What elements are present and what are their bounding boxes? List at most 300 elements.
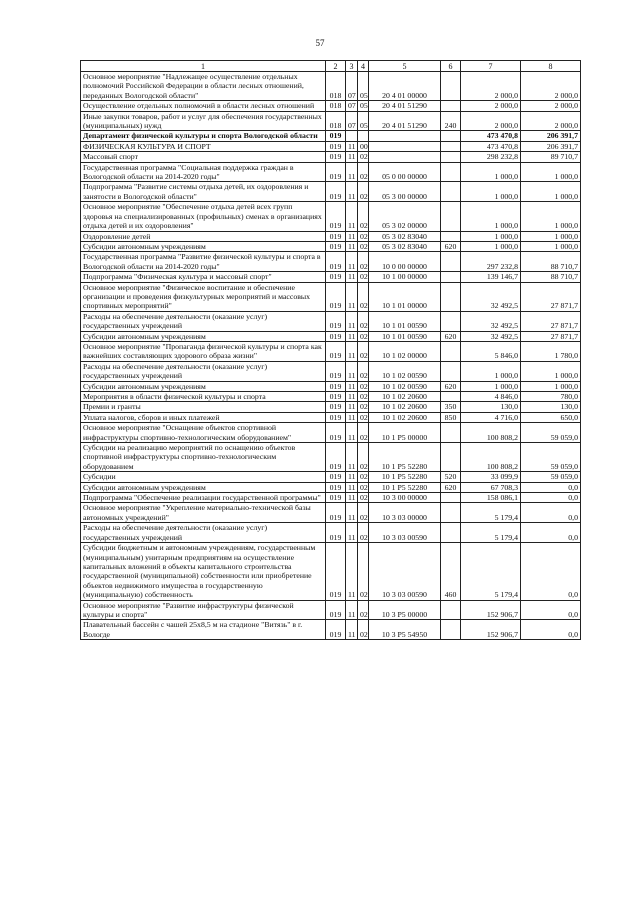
row-ministry-code: 019 <box>326 282 346 311</box>
row-ministry-code: 019 <box>326 443 346 472</box>
row-amount-year2: 2 000,0 <box>521 111 581 131</box>
table-row <box>81 392 581 402</box>
row-section-code: 11 <box>346 272 358 282</box>
row-section-code: 11 <box>346 331 358 341</box>
row-amount-year1: 4 846,0 <box>461 392 521 402</box>
row-section-code: 11 <box>346 381 358 391</box>
row-amount-year2: 88 710,7 <box>521 272 581 282</box>
row-target-article: 10 1 02 00590 <box>369 361 441 381</box>
row-section-code: 11 <box>346 241 358 251</box>
row-ministry-code: 019 <box>326 503 346 523</box>
row-expense-type <box>441 361 461 381</box>
row-section-code: 11 <box>346 543 358 600</box>
row-subsection-code: 02 <box>358 392 369 402</box>
row-subsection-code: 00 <box>358 141 369 151</box>
row-subsection-code: 02 <box>358 341 369 361</box>
row-amount-year1: 5 179,4 <box>461 523 521 543</box>
row-ministry-code: 019 <box>326 402 346 412</box>
row-section-code: 07 <box>346 101 358 111</box>
row-name: Субсидии автономным учреждениям <box>81 482 326 492</box>
row-target-article: 05 3 02 83040 <box>369 231 441 241</box>
row-expense-type: 460 <box>441 543 461 600</box>
row-name: Осуществление отдельных полномочий в области лесных отношений <box>81 101 326 111</box>
row-expense-type <box>441 503 461 523</box>
row-section-code: 11 <box>346 311 358 331</box>
row-expense-type <box>441 152 461 162</box>
row-expense-type <box>441 493 461 503</box>
row-section-code: 11 <box>346 472 358 482</box>
row-section-code: 11 <box>346 423 358 443</box>
row-ministry-code: 019 <box>326 152 346 162</box>
row-name: Мероприятия в области физической культуры и спорта <box>81 392 326 402</box>
row-name: Массовый спорт <box>81 152 326 162</box>
row-amount-year2: 1 000,0 <box>521 202 581 231</box>
row-ministry-code: 019 <box>326 252 346 272</box>
row-amount-year2: 0,0 <box>521 543 581 600</box>
row-amount-year1: 67 708,3 <box>461 482 521 492</box>
row-name: Премии и гранты <box>81 402 326 412</box>
table-row <box>81 282 581 311</box>
row-subsection-code: 02 <box>358 482 369 492</box>
row-amount-year2: 27 871,7 <box>521 331 581 341</box>
row-target-article: 10 1 02 00000 <box>369 341 441 361</box>
row-amount-year2: 59 059,0 <box>521 423 581 443</box>
row-amount-year1: 100 808,2 <box>461 423 521 443</box>
table-row <box>81 412 581 422</box>
row-target-article: 20 4 01 51290 <box>369 101 441 111</box>
row-name: Субсидии бюджетным и автономным учреждениям, государственным (муниципальным) унитарным предприятиям на осуществление капитальных вложений в объекты капитального строительства государственной (муниципальной) собственности или приобретение объектов недвижимого имущества в государственную (муниципальную) собственность <box>81 543 326 600</box>
row-name: Иные закупки товаров, работ и услуг для обеспечения государственных (муниципальных) нужд <box>81 111 326 131</box>
row-name: ФИЗИЧЕСКАЯ КУЛЬТУРА И СПОРТ <box>81 141 326 151</box>
budget-table <box>80 60 581 640</box>
row-subsection-code: 02 <box>358 361 369 381</box>
row-expense-type <box>441 272 461 282</box>
table-row <box>81 443 581 472</box>
row-expense-type <box>441 341 461 361</box>
row-amount-year1: 4 716,0 <box>461 412 521 422</box>
row-ministry-code: 019 <box>326 272 346 282</box>
row-ministry-code: 019 <box>326 361 346 381</box>
row-target-article: 10 1 P5 52280 <box>369 472 441 482</box>
row-target-article <box>369 152 441 162</box>
row-expense-type: 620 <box>441 331 461 341</box>
row-section-code: 11 <box>346 600 358 620</box>
row-target-article: 05 3 02 00000 <box>369 202 441 231</box>
table-row <box>81 252 581 272</box>
row-name: Департамент физической культуры и спорта Вологодской области <box>81 131 326 141</box>
row-expense-type <box>441 231 461 241</box>
row-amount-year2: 650,0 <box>521 412 581 422</box>
row-target-article: 20 4 01 00000 <box>369 72 441 101</box>
row-name: Оздоровление детей <box>81 231 326 241</box>
row-ministry-code: 019 <box>326 493 346 503</box>
row-amount-year2: 0,0 <box>521 600 581 620</box>
row-ministry-code: 018 <box>326 101 346 111</box>
row-amount-year1: 1 000,0 <box>461 241 521 251</box>
row-amount-year1: 1 000,0 <box>461 231 521 241</box>
row-amount-year1: 2 000,0 <box>461 111 521 131</box>
row-ministry-code: 019 <box>326 600 346 620</box>
row-subsection-code: 02 <box>358 252 369 272</box>
table-row <box>81 131 581 141</box>
row-expense-type <box>441 141 461 151</box>
row-ministry-code: 019 <box>326 162 346 182</box>
row-expense-type <box>441 101 461 111</box>
table-row <box>81 381 581 391</box>
row-target-article: 10 1 02 20600 <box>369 392 441 402</box>
row-name: Подпрограмма "Физическая культура и массовый спорт" <box>81 272 326 282</box>
row-target-article: 10 1 P5 52280 <box>369 482 441 492</box>
row-ministry-code: 019 <box>326 423 346 443</box>
row-expense-type <box>441 311 461 331</box>
table-row <box>81 341 581 361</box>
row-name: Субсидии автономным учреждениям <box>81 381 326 391</box>
row-ministry-code: 019 <box>326 381 346 391</box>
row-amount-year2: 1 000,0 <box>521 381 581 391</box>
row-amount-year1: 2 000,0 <box>461 72 521 101</box>
column-header: 5 <box>369 61 441 72</box>
table-header-row <box>81 61 581 72</box>
row-subsection-code: 02 <box>358 402 369 412</box>
row-amount-year2: 0,0 <box>521 503 581 523</box>
row-section-code: 11 <box>346 341 358 361</box>
row-name: Основное мероприятие "Развитие инфраструктуры физической культуры и спорта" <box>81 600 326 620</box>
row-subsection-code: 02 <box>358 600 369 620</box>
row-ministry-code: 019 <box>326 141 346 151</box>
row-ministry-code: 019 <box>326 231 346 241</box>
row-ministry-code: 019 <box>326 472 346 482</box>
column-header: 4 <box>358 61 369 72</box>
row-subsection-code: 02 <box>358 423 369 443</box>
row-section-code: 11 <box>346 412 358 422</box>
row-amount-year2: 0,0 <box>521 493 581 503</box>
row-amount-year1: 32 492,5 <box>461 282 521 311</box>
row-target-article: 10 3 03 00000 <box>369 503 441 523</box>
row-ministry-code: 019 <box>326 331 346 341</box>
row-amount-year2: 206 391,7 <box>521 141 581 151</box>
row-amount-year1: 130,0 <box>461 402 521 412</box>
row-name: Государственная программа "Социальная поддержка граждан в Вологодской области на 2014-2020 годы" <box>81 162 326 182</box>
row-expense-type: 620 <box>441 241 461 251</box>
row-subsection-code: 05 <box>358 72 369 101</box>
row-expense-type <box>441 182 461 202</box>
column-header: 1 <box>81 61 326 72</box>
row-target-article: 10 1 P5 00000 <box>369 423 441 443</box>
table-row <box>81 620 581 640</box>
row-amount-year2: 0,0 <box>521 620 581 640</box>
row-amount-year1: 33 099,9 <box>461 472 521 482</box>
row-target-article: 05 3 02 83040 <box>369 241 441 251</box>
table-row <box>81 402 581 412</box>
row-section-code: 11 <box>346 443 358 472</box>
row-section-code: 11 <box>346 402 358 412</box>
row-section-code: 11 <box>346 202 358 231</box>
column-header: 8 <box>521 61 581 72</box>
row-target-article: 10 0 00 00000 <box>369 252 441 272</box>
row-subsection-code: 02 <box>358 311 369 331</box>
row-target-article: 10 3 P5 54950 <box>369 620 441 640</box>
table-row <box>81 493 581 503</box>
row-section-code: 11 <box>346 482 358 492</box>
row-ministry-code: 019 <box>326 543 346 600</box>
row-expense-type <box>441 523 461 543</box>
row-name: Основное мероприятие "Оснащение объектов спортивной инфраструктуры спортивно-технологическим оборудованием" <box>81 423 326 443</box>
row-amount-year1: 1 000,0 <box>461 381 521 391</box>
row-ministry-code: 019 <box>326 523 346 543</box>
table-body <box>81 72 581 640</box>
table-row <box>81 523 581 543</box>
row-target-article: 10 3 03 00590 <box>369 523 441 543</box>
table-row <box>81 331 581 341</box>
row-ministry-code: 019 <box>326 311 346 331</box>
row-section-code: 11 <box>346 162 358 182</box>
row-amount-year1: 473 470,8 <box>461 141 521 151</box>
row-name: Субсидии <box>81 472 326 482</box>
table-row <box>81 423 581 443</box>
column-header: 7 <box>461 61 521 72</box>
row-section-code: 11 <box>346 252 358 272</box>
row-target-article: 10 3 03 00590 <box>369 543 441 600</box>
row-section-code: 07 <box>346 72 358 101</box>
row-amount-year2: 88 710,7 <box>521 252 581 272</box>
row-ministry-code: 019 <box>326 241 346 251</box>
row-amount-year1: 5 846,0 <box>461 341 521 361</box>
row-name: Подпрограмма "Развитие системы отдыха детей, их оздоровления и занятости в Вологодской области" <box>81 182 326 202</box>
row-amount-year1: 5 179,4 <box>461 503 521 523</box>
row-amount-year1: 473 470,8 <box>461 131 521 141</box>
row-amount-year2: 59 059,0 <box>521 472 581 482</box>
row-ministry-code: 019 <box>326 131 346 141</box>
row-name: Субсидии на реализацию мероприятий по оснащению объектов спортивной инфраструктуры спортивно-технологическим оборудованием <box>81 443 326 472</box>
row-amount-year2: 0,0 <box>521 523 581 543</box>
table-row <box>81 141 581 151</box>
row-expense-type <box>441 131 461 141</box>
row-amount-year1: 1 000,0 <box>461 182 521 202</box>
row-expense-type <box>441 392 461 402</box>
row-name: Основное мероприятие "Физическое воспитание и обеспечение организации и проведения физкультурных мероприятий и массовых спортивных мероприятий" <box>81 282 326 311</box>
row-amount-year1: 100 808,2 <box>461 443 521 472</box>
table-row <box>81 503 581 523</box>
page-number: 57 <box>315 38 325 48</box>
row-amount-year2: 2 000,0 <box>521 72 581 101</box>
row-subsection-code: 02 <box>358 412 369 422</box>
row-amount-year1: 1 000,0 <box>461 162 521 182</box>
table-row <box>81 311 581 331</box>
row-amount-year2: 89 710,7 <box>521 152 581 162</box>
row-expense-type <box>441 620 461 640</box>
row-subsection-code: 02 <box>358 493 369 503</box>
row-subsection-code <box>358 131 369 141</box>
row-amount-year2: 1 000,0 <box>521 231 581 241</box>
row-amount-year2: 130,0 <box>521 402 581 412</box>
row-subsection-code: 02 <box>358 162 369 182</box>
row-amount-year2: 59 059,0 <box>521 443 581 472</box>
table-row <box>81 202 581 231</box>
table-row <box>81 162 581 182</box>
column-header: 3 <box>346 61 358 72</box>
row-name: Подпрограмма "Обеспечение реализации государственной программы" <box>81 493 326 503</box>
row-amount-year2: 0,0 <box>521 482 581 492</box>
row-amount-year2: 27 871,7 <box>521 282 581 311</box>
row-subsection-code: 02 <box>358 620 369 640</box>
row-name: Расходы на обеспечение деятельности (оказание услуг) государственных учреждений <box>81 311 326 331</box>
row-ministry-code: 019 <box>326 182 346 202</box>
table-row <box>81 543 581 600</box>
row-name: Расходы на обеспечение деятельности (оказание услуг) государственных учреждений <box>81 523 326 543</box>
row-amount-year2: 1 000,0 <box>521 241 581 251</box>
row-section-code: 11 <box>346 152 358 162</box>
row-section-code: 11 <box>346 523 358 543</box>
table-row <box>81 182 581 202</box>
row-section-code: 11 <box>346 182 358 202</box>
row-expense-type <box>441 72 461 101</box>
row-section-code: 11 <box>346 282 358 311</box>
row-subsection-code: 02 <box>358 282 369 311</box>
row-subsection-code: 02 <box>358 503 369 523</box>
row-section-code: 07 <box>346 111 358 131</box>
row-amount-year1: 158 086,1 <box>461 493 521 503</box>
table-row <box>81 361 581 381</box>
table-row <box>81 101 581 111</box>
row-amount-year1: 1 000,0 <box>461 361 521 381</box>
row-section-code: 11 <box>346 493 358 503</box>
row-subsection-code: 02 <box>358 231 369 241</box>
row-target-article: 10 1 01 00000 <box>369 282 441 311</box>
row-section-code: 11 <box>346 620 358 640</box>
row-ministry-code: 018 <box>326 111 346 131</box>
row-target-article: 10 3 00 00000 <box>369 493 441 503</box>
column-header: 6 <box>441 61 461 72</box>
row-expense-type <box>441 202 461 231</box>
row-target-article: 10 1 02 00590 <box>369 381 441 391</box>
row-section-code: 11 <box>346 392 358 402</box>
table-row <box>81 472 581 482</box>
row-amount-year2: 1 000,0 <box>521 162 581 182</box>
row-target-article: 10 1 02 20600 <box>369 402 441 412</box>
row-subsection-code: 02 <box>358 543 369 600</box>
row-name: Плавательный бассейн с чашей 25х8,5 м на стадионе "Витязь" в г. Вологде <box>81 620 326 640</box>
row-expense-type <box>441 600 461 620</box>
row-amount-year2: 2 000,0 <box>521 101 581 111</box>
table-row <box>81 482 581 492</box>
row-target-article: 10 3 P5 00000 <box>369 600 441 620</box>
row-expense-type: 350 <box>441 402 461 412</box>
row-subsection-code: 05 <box>358 111 369 131</box>
row-amount-year1: 152 906,7 <box>461 600 521 620</box>
row-target-article <box>369 141 441 151</box>
row-amount-year2: 1 000,0 <box>521 182 581 202</box>
row-target-article: 10 1 02 20600 <box>369 412 441 422</box>
table-row <box>81 241 581 251</box>
row-target-article: 05 0 00 00000 <box>369 162 441 182</box>
column-header: 2 <box>326 61 346 72</box>
row-expense-type <box>441 162 461 182</box>
row-name: Основное мероприятие "Пропаганда физической культуры и спорта как важнейших составляющих здорового образа жизни" <box>81 341 326 361</box>
row-amount-year1: 32 492,5 <box>461 331 521 341</box>
row-subsection-code: 02 <box>358 381 369 391</box>
row-expense-type: 620 <box>441 381 461 391</box>
row-amount-year2: 27 871,7 <box>521 311 581 331</box>
row-subsection-code: 02 <box>358 443 369 472</box>
row-amount-year2: 206 391,7 <box>521 131 581 141</box>
row-name: Основное мероприятие "Надлежащее осуществление отдельных полномочий Российской Федерации в области лесных отношений, переданных Вологодской области" <box>81 72 326 101</box>
table-row <box>81 111 581 131</box>
row-expense-type: 520 <box>441 472 461 482</box>
row-name: Уплата налогов, сборов и иных платежей <box>81 412 326 422</box>
row-amount-year1: 152 906,7 <box>461 620 521 640</box>
row-expense-type: 240 <box>441 111 461 131</box>
row-section-code: 11 <box>346 503 358 523</box>
row-subsection-code: 02 <box>358 241 369 251</box>
table-row <box>81 152 581 162</box>
row-subsection-code: 02 <box>358 202 369 231</box>
row-expense-type <box>441 443 461 472</box>
row-amount-year1: 5 179,4 <box>461 543 521 600</box>
row-section-code: 11 <box>346 231 358 241</box>
row-amount-year1: 32 492,5 <box>461 311 521 331</box>
row-amount-year2: 1 000,0 <box>521 361 581 381</box>
row-amount-year2: 780,0 <box>521 392 581 402</box>
table-row <box>81 231 581 241</box>
table-row <box>81 72 581 101</box>
row-ministry-code: 019 <box>326 482 346 492</box>
row-ministry-code: 019 <box>326 202 346 231</box>
row-expense-type <box>441 423 461 443</box>
table-row <box>81 272 581 282</box>
row-name: Основное мероприятие "Обеспечение отдыха детей всех групп здоровья на специализированных (профильных) сменах в организациях отдыха детей и их оздоровления" <box>81 202 326 231</box>
row-name: Основное мероприятие "Укрепление материально-технической базы автономных учреждений" <box>81 503 326 523</box>
row-ministry-code: 019 <box>326 620 346 640</box>
row-amount-year1: 297 232,8 <box>461 252 521 272</box>
row-expense-type <box>441 282 461 311</box>
row-target-article: 10 1 P5 52280 <box>369 443 441 472</box>
row-name: Субсидии автономным учреждениям <box>81 241 326 251</box>
row-target-article: 20 4 01 51290 <box>369 111 441 131</box>
row-amount-year2: 1 780,0 <box>521 341 581 361</box>
row-name: Государственная программа "Развитие физической культуры и спорта в Вологодской области на 2014-2020 годы" <box>81 252 326 272</box>
row-name: Субсидии автономным учреждениям <box>81 331 326 341</box>
row-amount-year1: 2 000,0 <box>461 101 521 111</box>
row-expense-type <box>441 252 461 272</box>
row-target-article <box>369 131 441 141</box>
row-subsection-code: 02 <box>358 331 369 341</box>
row-subsection-code: 05 <box>358 101 369 111</box>
row-amount-year1: 298 232,8 <box>461 152 521 162</box>
row-target-article: 10 1 01 00590 <box>369 331 441 341</box>
row-target-article: 10 1 01 00590 <box>369 311 441 331</box>
row-amount-year1: 139 146,7 <box>461 272 521 282</box>
row-section-code: 11 <box>346 141 358 151</box>
row-subsection-code: 02 <box>358 272 369 282</box>
row-subsection-code: 02 <box>358 182 369 202</box>
row-ministry-code: 019 <box>326 412 346 422</box>
row-section-code <box>346 131 358 141</box>
row-amount-year1: 1 000,0 <box>461 202 521 231</box>
row-target-article: 05 3 00 00000 <box>369 182 441 202</box>
row-ministry-code: 018 <box>326 72 346 101</box>
row-subsection-code: 02 <box>358 523 369 543</box>
row-subsection-code: 02 <box>358 152 369 162</box>
row-name: Расходы на обеспечение деятельности (оказание услуг) государственных учреждений <box>81 361 326 381</box>
row-expense-type: 620 <box>441 482 461 492</box>
table-row <box>81 600 581 620</box>
row-ministry-code: 019 <box>326 392 346 402</box>
row-subsection-code: 02 <box>358 472 369 482</box>
row-target-article: 10 1 00 00000 <box>369 272 441 282</box>
row-section-code: 11 <box>346 361 358 381</box>
row-expense-type: 850 <box>441 412 461 422</box>
row-ministry-code: 019 <box>326 341 346 361</box>
